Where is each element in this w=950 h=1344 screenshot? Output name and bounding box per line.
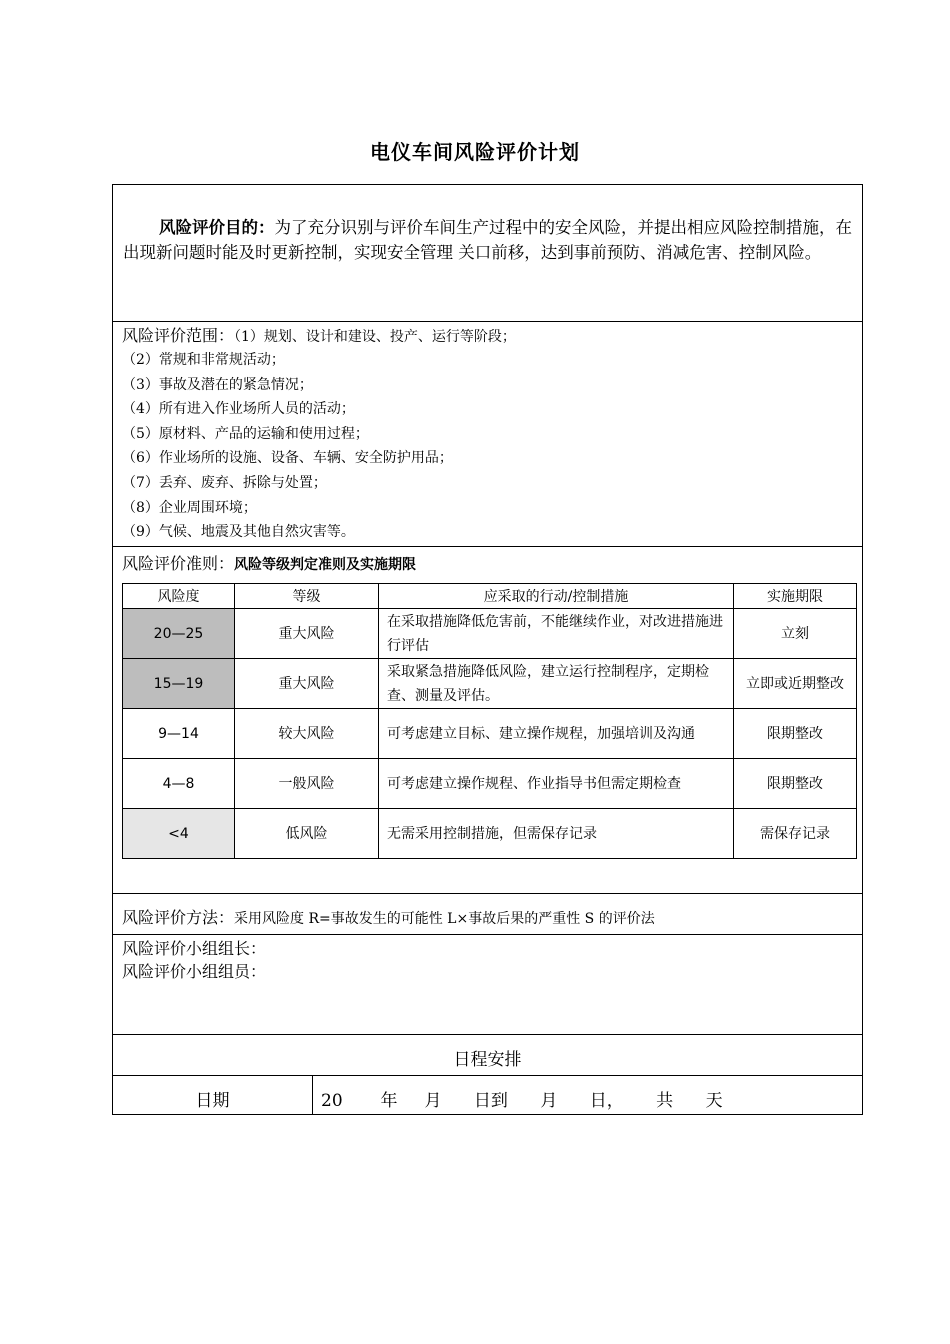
column-header: 应采取的行动/控制措施	[379, 584, 734, 609]
criteria-subtitle: 风险等级判定准则及实施期限	[234, 557, 417, 573]
purpose-text: 为了充分识别与评价车间生产过程中的安全风险，并提出相应风险控制措施，在出现新问题时能及时更新控制，实现安全管理 关口前移，达到事前预防、消减危害、控制风险。	[123, 218, 852, 262]
period-cell: 立刻	[734, 609, 857, 659]
risk-degree-cell: 9—14	[123, 709, 235, 759]
divider	[312, 1076, 313, 1115]
table-row	[123, 759, 857, 809]
scope-item: （3）事故及潜在的紧急情况；	[122, 376, 313, 393]
team-member-label: 风险评价小组组员：	[122, 962, 267, 981]
divider	[113, 893, 862, 894]
scope-label: 风险评价范围：	[122, 326, 235, 345]
date-value: 20 年 月 日到 月 日， 共 天	[321, 1091, 723, 1111]
scope-item: （4）所有进入作业场所人员的活动；	[122, 401, 355, 418]
scope-item: （9）气候、地震及其他自然灾害等。	[122, 524, 355, 541]
action-cell: 无需采用控制措施，但需保存记录	[379, 809, 734, 859]
table-row	[123, 659, 857, 709]
divider	[113, 321, 862, 322]
column-header: 等级	[235, 584, 379, 609]
column-header: 实施期限	[734, 584, 857, 609]
period-cell: 需保存记录	[734, 809, 857, 859]
risk-level-cell: 较大风险	[235, 709, 379, 759]
date-label: 日期	[195, 1091, 230, 1111]
criteria-heading	[122, 551, 416, 574]
method-section	[122, 905, 655, 928]
action-cell: 在采取措施降低危害前，不能继续作业，对改进措施进行评估	[379, 609, 734, 659]
team-leader-label: 风险评价小组组长：	[122, 939, 267, 958]
scope-item: （1）规划、设计和建设、投产、运行等阶段；	[234, 329, 516, 345]
divider	[113, 546, 862, 547]
scope-section	[122, 325, 852, 545]
risk-level-cell: 低风险	[235, 809, 379, 859]
risk-level-cell: 重大风险	[235, 609, 379, 659]
method-text: 采用风险度 R=事故发生的可能性 L×事故后果的严重性 S 的评价法	[234, 911, 655, 927]
column-header: 风险度	[123, 584, 235, 609]
table-row	[123, 709, 857, 759]
purpose-section	[123, 215, 854, 265]
scope-item: （6）作业场所的设施、设备、车辆、安全防护用品；	[122, 450, 453, 467]
table-row	[123, 609, 857, 659]
table-header-row	[123, 584, 857, 609]
period-cell: 限期整改	[734, 709, 857, 759]
page-title: 电仪车间风险评价计划	[370, 140, 580, 164]
plan-form	[112, 184, 863, 1115]
risk-degree-cell: 20—25	[123, 609, 235, 659]
divider	[113, 1075, 862, 1076]
criteria-label: 风险评价准则：	[122, 554, 235, 573]
scope-item: （7）丢弃、废弃、拆除与处置；	[122, 474, 327, 491]
schedule-title: 日程安排	[453, 1050, 522, 1070]
table-row	[123, 809, 857, 859]
team-section	[122, 937, 266, 983]
period-cell: 立即或近期整改	[734, 659, 857, 709]
risk-degree-cell: <4	[123, 809, 235, 859]
action-cell: 可考虑建立操作规程、作业指导书但需定期检查	[379, 759, 734, 809]
scope-item: （8）企业周围环境；	[122, 499, 257, 516]
scope-item: （5）原材料、产品的运输和使用过程；	[122, 425, 369, 442]
divider	[113, 934, 862, 935]
risk-criteria-table	[122, 583, 857, 859]
period-cell: 限期整改	[734, 759, 857, 809]
action-cell: 可考虑建立目标、建立操作规程，加强培训及沟通	[379, 709, 734, 759]
method-label: 风险评价方法：	[122, 908, 235, 927]
divider	[113, 1034, 862, 1035]
purpose-label: 风险评价目的：	[159, 218, 275, 237]
risk-degree-cell: 15—19	[123, 659, 235, 709]
risk-level-cell: 重大风险	[235, 659, 379, 709]
scope-item: （2）常规和非常规活动；	[122, 352, 285, 368]
action-cell: 采取紧急措施降低风险，建立运行控制程序，定期检查、测量及评估。	[379, 659, 734, 709]
risk-level-cell: 一般风险	[235, 759, 379, 809]
risk-degree-cell: 4—8	[123, 759, 235, 809]
